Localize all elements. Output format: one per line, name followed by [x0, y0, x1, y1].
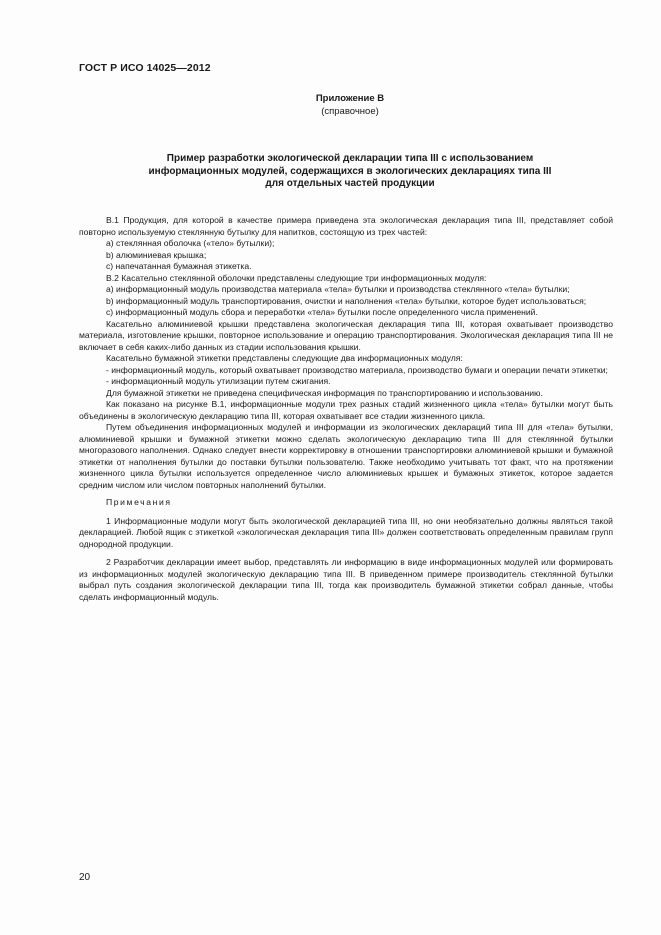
list-item-glass-shell: a) стеклянная оболочка («тело» бутылки); [106, 238, 275, 248]
annex-subtitle: (справочное) [321, 106, 379, 117]
list-item-label-module-2: - информационный модуль утилизации путем сжигания. [106, 376, 331, 386]
list-item-aluminium-cap: b) алюминиевая крышка; [106, 249, 207, 260]
annex-title: Приложение В [315, 93, 385, 104]
paragraph-aluminium-cap: Касательно алюминиевой крышки представлена экологическая декларация типа III, которая охватывает производство материала, изготовление крышки, повторное использование и операцию транспортирования. Экологическая декларация типа III не включает в себя каких-либо данных из стадии использования крышки. [79, 318, 613, 352]
section-title-line: для отдельных частей продукции [265, 178, 435, 189]
section-title-line: информационных модулей, содержащихся в экологических декларациях типа III [148, 165, 552, 177]
section-title-line: Пример разработки экологической декларации типа III с использованием [166, 153, 534, 164]
document-code-header: ГОСТ Р ИСО 14025—2012 [79, 62, 211, 74]
paragraph-b2: B.2 Касательно стеклянной оболочки представлены следующие три информационных модуля: [106, 272, 487, 283]
notes-label: Примечания [106, 497, 172, 507]
annex-heading [250, 92, 450, 118]
note-2: 2 Разработчик декларации имеет выбор, представлять ли информацию в виде информационных модулей или формировать из информационных модулей экологическую декларацию типа III. В приведенном примере производитель стеклянной бутылки выбрал путь создания экологической декларации типа III, тогда как производитель бумажной этикетки собрал данные, чтобы сделать информационный модуль. [79, 557, 613, 602]
list-item-module-a: a) информационный модуль производства материала «тела» бутылки и производства стеклянного «тела» бутылки; [106, 284, 570, 294]
note-1: 1 Информационные модули могут быть экологической декларацией типа III, но они необязательно должны являться такой декларацией. Любой ящик с этикеткой «экологическая декларация типа III» должен соответствовать определенным правилам групп однородной продукции. [79, 515, 613, 549]
list-item-label-module-1: - информационный модуль, который охватывает производство материала, производство бумаги и операции печати этикетки; [106, 364, 608, 375]
paragraph-figure-ref: Как показано на рисунке B.1, информационные модули трех разных стадий жизненного цикла «тела» бутылки могут быть объединены в экологическую декларацию типа III, которая охватывает все стадии жизненного цикла. [79, 399, 613, 421]
paragraph-combination: Путем объединения информационных модулей и информации из экологических деклараций типа III для «тела» бутылки, алюминиевой крышки и бумажной этикетки можно сделать экологическую декларацию типа III для стеклянной бутылки многоразового наполнения. Однако следует внести корректировку в отношении транспортировки алюминиевой крышки и бумажной этикетки от наполнения бутылки до поставки бутылки пользователю. Также необходимо учитывать тот факт, что на протяжении жизненного цикла бутылки используется определенное число алюминиевых крышек и бумажных этикеток, которое задается средним числом или числом повторных наполнений бутылки. [79, 422, 613, 490]
paragraph-paper-label: Касательно бумажной этикетки представлены следующие два информационных модуля: [106, 353, 463, 363]
page-number: 20 [79, 872, 91, 883]
paragraph-b1: B.1 Продукция, для которой в качестве примера приведена эта экологическая декларация типа III, представляет собой повторно используемую стеклянную бутылку для напитков, состоящую из трех частей: [79, 215, 613, 237]
list-item-module-b: b) информационный модуль транспортирования, очистки и наполнения «тела» бутылки, которое будет использоваться; [106, 295, 587, 306]
list-item-paper-label: c) напечатанная бумажная этикетка. [106, 261, 252, 271]
list-item-module-c: c) информационный модуль сбора и переработки «тела» бутылки после определенного числа применений. [106, 307, 538, 317]
section-title [100, 153, 600, 191]
paragraph-no-transport-info: Для бумажной этикетки не приведена специфическая информация по транспортированию и использованию. [106, 387, 543, 398]
body-text [79, 215, 613, 603]
